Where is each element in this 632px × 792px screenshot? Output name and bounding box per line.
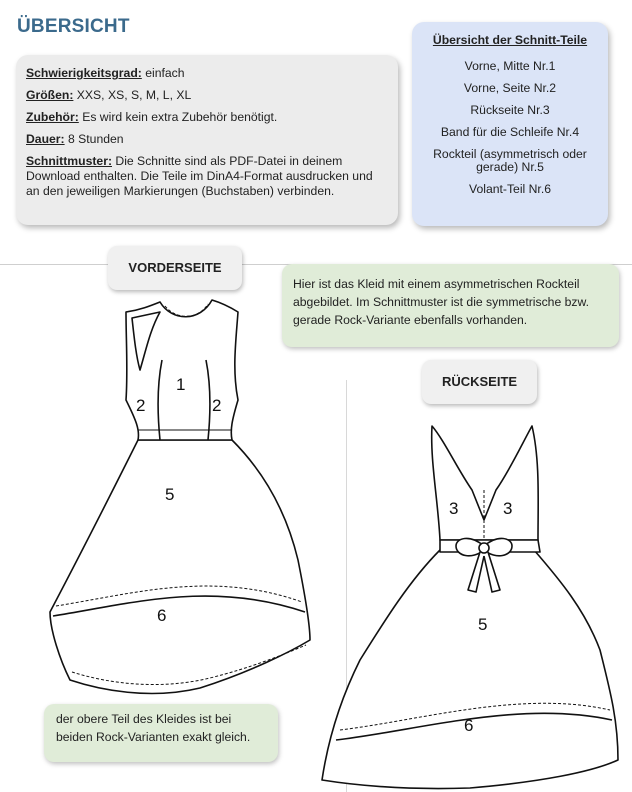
back-flounce-number: 6 (464, 716, 474, 735)
parts-item: Volant-Teil Nr.6 (469, 182, 551, 196)
front-side-right-number: 2 (212, 396, 222, 415)
accessories-label: Zubehör: (26, 110, 79, 124)
difficulty-value: einfach (141, 66, 185, 80)
back-bodice (432, 426, 539, 540)
front-skirt-number: 5 (165, 485, 175, 504)
front-center-number: 1 (176, 375, 186, 394)
duration-label: Dauer: (26, 132, 65, 146)
duration-value: 8 Stunden (64, 132, 124, 146)
sizes-value: XXS, XS, S, M, L, XL (73, 88, 192, 102)
back-view-label: RÜCKSEITE (422, 360, 537, 404)
parts-heading: Übersicht der Schnitt-Teile (432, 33, 588, 47)
pattern-value: Die Schnitte sind als PDF-Datei in deinem Download enthalten. Die Teile im DinA4-Format ausdrucken und an den jeweiligen Markierungen (Buchstaben) verbinden. (26, 154, 373, 198)
front-flounce-number: 6 (157, 606, 167, 625)
parts-item: Vorne, Seite Nr.2 (463, 81, 557, 95)
front-side-left-number: 2 (136, 396, 146, 415)
back-right-number: 3 (503, 499, 513, 518)
difficulty-label: Schwierigkeitsgrad: (26, 66, 142, 80)
bodice-note: der obere Teil des Kleides ist bei beiden Rock-Varianten exakt gleich. (44, 704, 278, 762)
parts-item: Vorne, Mitte Nr.1 (464, 59, 556, 73)
back-bow-knot (479, 543, 489, 553)
back-skirt-number: 5 (478, 615, 488, 634)
sizes-label: Größen: (26, 88, 74, 102)
pattern-label: Schnittmuster: (26, 154, 112, 168)
parts-item: Rückseite Nr.3 (470, 103, 550, 117)
accessories-value: Es wird kein extra Zubehör benötigt. (78, 110, 278, 124)
page-title: ÜBERSICHT (17, 16, 130, 37)
back-left-number: 3 (449, 499, 459, 518)
front-view-label: VORDERSEITE (108, 246, 242, 290)
parts-item: Rockteil (asymmetrisch oder gerade) Nr.5 (433, 147, 587, 174)
parts-item: Band für die Schleife Nr.4 (440, 125, 580, 139)
asymmetric-skirt-note: Hier ist das Kleid mit einem asymmetrischen Rockteil abgebildet. Im Schnittmuster ist die symmetrische bzw. gerade Rock-Variante ebenfalls vorhanden. (282, 264, 619, 347)
